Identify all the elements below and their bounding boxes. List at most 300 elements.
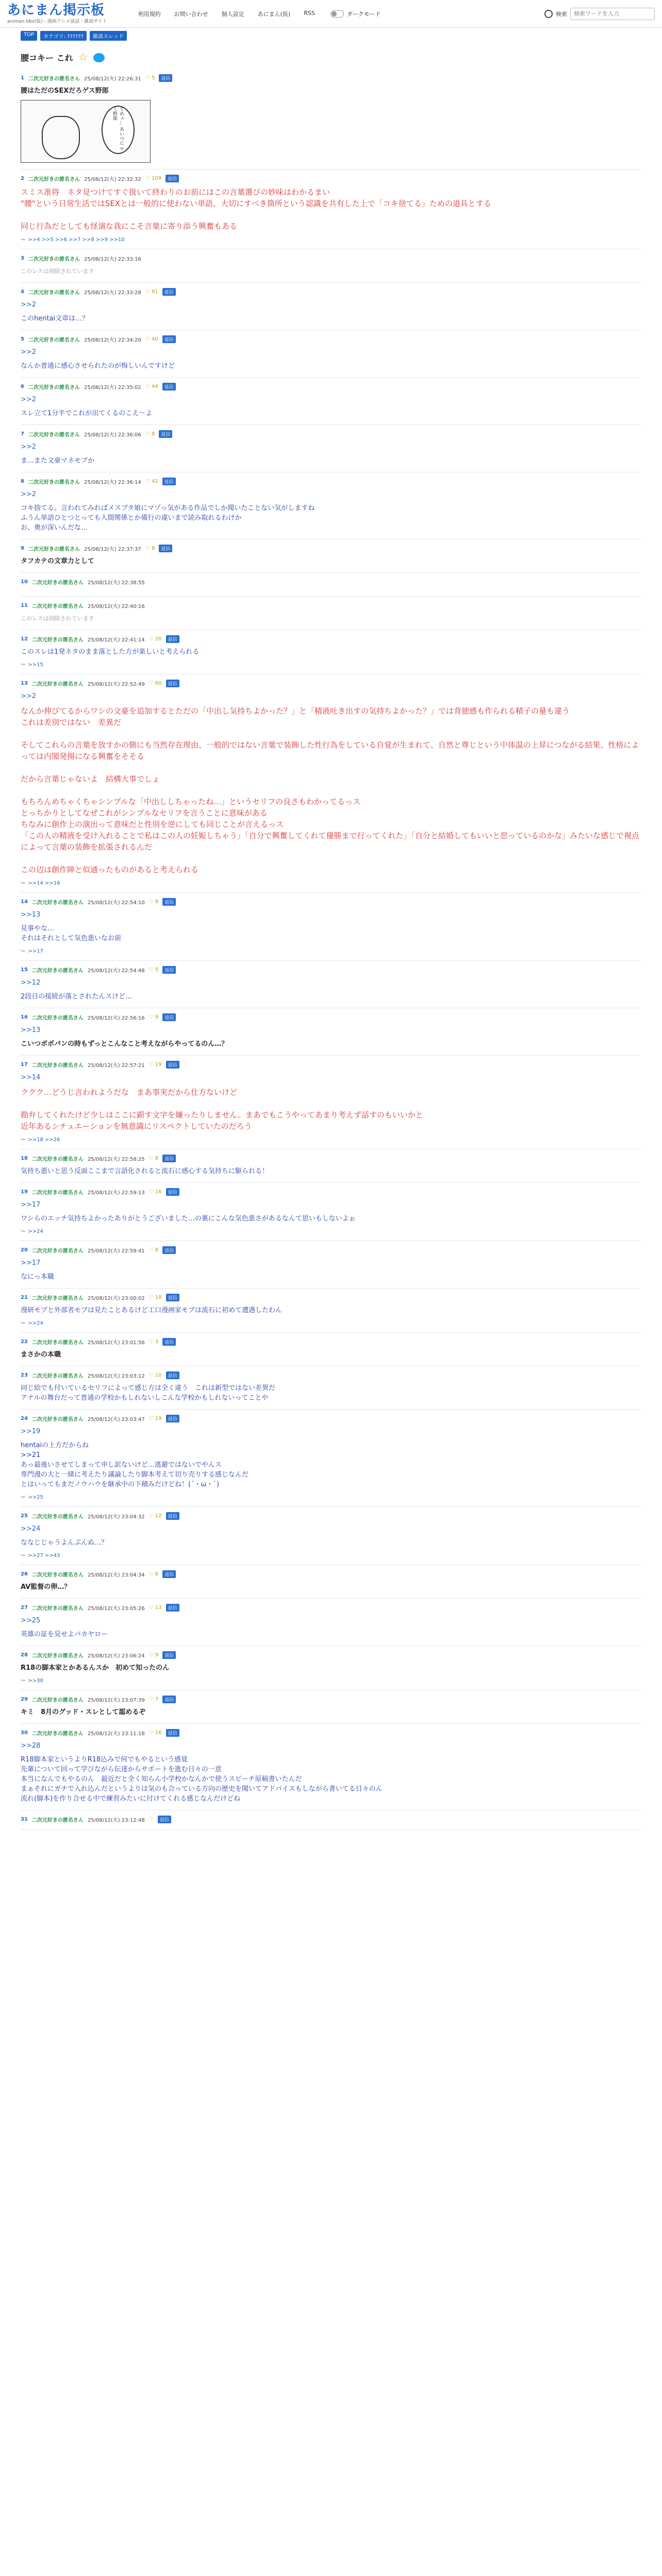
like-count: 19 [155,1416,162,1421]
reply-button[interactable]: 返信 [162,1246,176,1254]
post [21,425,641,472]
post-date: 25/08/12(火) 23:03:47 [87,1417,145,1422]
nav-contact[interactable]: お問い合わせ [174,10,208,18]
post-number[interactable]: 29 [21,1697,28,1702]
reply-arrow-icon: ↪ [21,1137,25,1143]
post-author: 二次元好きの匿名さん [31,1572,84,1578]
post-author: 二次元好きの匿名さん [31,1514,84,1520]
reply-list[interactable]: ↪ >>14 >>16 [21,880,60,886]
post-number[interactable]: 23 [21,1372,28,1378]
like-button[interactable]: ♡ 8 [145,431,155,437]
reply-list[interactable]: ↪ >>27 >>43 [21,1553,60,1558]
post-date: 25/08/12(火) 23:12:48 [87,1818,145,1823]
search-area [544,8,655,20]
like-count: 44 [151,384,158,389]
nav-animan[interactable]: あにまん(仮) [257,10,291,18]
post-number[interactable]: 5 [21,336,24,342]
reply-button[interactable]: 返信 [162,1155,176,1162]
like-count: 8 [151,431,155,437]
reply-button[interactable]: 返信 [158,1816,171,1823]
crumb-thread[interactable]: 雑談スレッド [90,31,127,41]
like-count: 42 [151,479,158,484]
post-date: 25/08/12(火) 23:07:39 [87,1698,145,1703]
like-button[interactable]: ♡ 6 [148,1571,159,1577]
site-header [0,0,662,28]
post [21,539,641,573]
post [21,630,641,674]
post-body: 気持ち悪いと思う反面ここまで言語化されると流石に感心する気持ちに駆られる！ [21,1167,269,1175]
post-body: このスレは1発ネタのまま落とした方が楽しいと考えられる [21,648,200,656]
post-author: 二次元好きの匿名さん [28,76,80,82]
like-count: 61 [151,289,158,295]
crumb-top[interactable]: TOP [21,31,37,41]
post-body: スミス准将 ネタ見つけてすぐ扱いて終わりのお前にはこの言葉選びの妙味はわかるまい "腰"という日常生活ではSEXとは一般的に使わない単語、大切にすべき箇所という認識を共有した上で「コキ捨てる」ための道具とする 同じ行為だとしても怪演な我にこそ言葉に寄り添う興奮もある [21,188,491,231]
reply-anchor[interactable]: >>2 [21,443,37,451]
post-number[interactable]: 10 [21,579,28,585]
post-number[interactable]: 1 [21,75,24,81]
search-input[interactable] [570,8,655,20]
reply-anchor[interactable]: >>12 [21,979,41,987]
post-number[interactable]: 27 [21,1605,28,1611]
post-number[interactable]: 28 [21,1652,28,1658]
manga-image[interactable] [21,100,151,163]
post-date: 25/08/12(火) 22:59:41 [87,1248,145,1254]
manga-bubble: てめェ… あいつに ヤミ野郎 [102,106,135,154]
post [21,472,641,539]
reply-button[interactable]: 返信 [162,898,176,906]
nav-terms[interactable]: 利用規約 [138,10,161,18]
post-author: 二次元好きの匿名さん [28,547,80,552]
like-button[interactable]: ♡ 3 [148,1339,159,1345]
post-body: スレ立て1分半でこれが出てくるのこえ〜よ [21,410,153,417]
post-header [21,478,641,485]
deleted-notice: このレスは削除されています [21,268,94,275]
reply-button[interactable]: 返信 [166,1729,179,1737]
post-body: なんか普通に感心させられたのが悔しいんですけど [21,362,175,370]
top-nav [138,10,315,18]
reply-button[interactable]: 返信 [162,288,176,296]
like-button[interactable]: ♡ 9 [148,1652,159,1658]
like-count: 12 [155,1513,162,1519]
reply-button[interactable]: 返信 [166,1604,179,1612]
post-header [21,430,641,438]
post-body: このhentai文章は…？ [21,315,89,323]
post [21,674,641,893]
post-author: 二次元好きの匿名さん [31,1296,84,1301]
reply-button[interactable]: 返信 [162,335,176,343]
search-label: 検索 [556,10,567,18]
reply-anchor[interactable]: >>24 [21,1525,41,1533]
reply-anchor[interactable]: >>28 [21,1742,41,1750]
manga-face [42,116,80,159]
post-number[interactable]: 4 [21,289,24,295]
post-author: 二次元好きの匿名さん [31,1248,84,1254]
reply-arrow-icon: ↪ [21,948,25,954]
post-number[interactable]: 13 [21,681,28,686]
post-author: 二次元好きの匿名さん [31,1653,84,1659]
post-number[interactable]: 3 [21,256,24,261]
post-number[interactable]: 31 [21,1817,28,1822]
post-author: 二次元好きの匿名さん [31,1417,84,1422]
like-count: 9 [155,1652,159,1658]
post-header [21,255,641,262]
post-author: 二次元好きの匿名さん [28,432,80,438]
post-date: 25/08/12(火) 23:01:56 [87,1340,145,1346]
post [21,1241,641,1289]
like-count: 8 [155,1247,159,1253]
nav-settings[interactable]: 個人設定 [221,10,244,18]
post-date: 25/08/12(火) 23:04:34 [87,1572,145,1578]
post [21,1056,641,1149]
post-header [21,1604,641,1612]
like-count: 60 [155,681,162,686]
post-body: R18の脚本家とかあるんスか 初めて知ったのん [21,1664,170,1672]
reply-button[interactable]: 返信 [166,635,179,643]
post-body: なんか伸びてるからワシの文豪を追加するとただの「中出し気持ちよかった？」と「精液吐き出すの気持ちよかった？」では背徳感も作られる精子の量も違う これは差別ではない 差異だ そしてこれらの言葉を放すかの側にも当然存在理由、一般的ではない言葉で装飾した性行為をしている自覚が生まれて、自然と尊じという中体温の上昇につながる結果、性格によっては内閣発揚になる興奮をそそる だから言葉じゃないよ 結構大事でしょ もちろんめちゃくちゃシンプルな「中出ししちゃったね…」というセリフの良さもわかってるっス とっちかりとしてなぜこれがシンプルなセリフを言うことに意味がある ちなみに創作上の演出って意味だと性別を逆にしても同じことが言えるっス 「この人の精液を受け入れることで私はこの人の妊娠しちゃう」「自分で興奮してくれて優勝まで行ってくれた」「自分と結婚してもいいと思っているのかな」みたいな感じで視点によって言葉の装飾を拡張されるんだ この辺は創作陣と似通ったものがあると考えられる [21,706,640,874]
post-date: 25/08/12(火) 22:41:14 [87,637,145,643]
post-date: 25/08/12(火) 22:54:48 [87,968,145,974]
search-icon[interactable] [544,10,553,18]
post [21,1507,641,1565]
like-button[interactable]: ♡ 60 [148,681,162,686]
like-button[interactable]: ♡ 61 [145,289,158,295]
post-date: 25/08/12(火) 22:32:32 [84,177,141,182]
like-button[interactable]: ♡ 19 [148,1416,162,1421]
post-author: 二次元好きの匿名さん [31,637,84,643]
post-header [21,74,641,82]
like-button[interactable]: ♡ 16 [148,1189,162,1195]
reply-button[interactable]: 返信 [159,74,172,82]
like-count: 20 [155,636,162,642]
post-number[interactable]: 2 [21,176,24,181]
site-title[interactable]: あにまん掲示板 [7,3,105,18]
like-button[interactable]: ♡ 44 [145,384,158,389]
post-author: 二次元好きの匿名さん [31,968,84,974]
post-date: 25/08/12(火) 22:34:20 [84,337,141,343]
post [21,249,641,283]
like-button[interactable]: ♡ 12 [148,1513,162,1519]
post-date: 25/08/12(火) 22:36:14 [84,480,141,485]
post-body: なにっ本職 [21,1273,54,1281]
post-number[interactable]: 16 [21,1014,28,1020]
reply-button[interactable]: 返信 [166,680,179,687]
post-header [21,1651,641,1659]
like-count: 109 [151,176,162,181]
post-number[interactable]: 21 [21,1295,28,1300]
reply-anchor[interactable]: >>17 [21,1259,41,1267]
reply-button[interactable]: 返信 [162,1338,176,1346]
post-date: 25/08/12(火) 22:36:06 [84,432,141,438]
post-date: 25/08/12(火) 23:11:18 [87,1731,145,1737]
post-body: まさかの本職 [21,1351,61,1359]
like-button[interactable]: ♡ 9 [148,1014,159,1020]
post-header [21,898,641,906]
post-number[interactable]: 12 [21,636,28,642]
post-number[interactable]: 19 [21,1189,28,1195]
post-number[interactable]: 18 [21,1156,28,1161]
like-button[interactable]: ♡ 109 [145,176,162,181]
post [21,1366,641,1410]
like-button[interactable]: ♡ 20 [148,636,162,642]
reply-button[interactable]: 返信 [162,1570,176,1578]
nav-rss[interactable]: RSS [304,9,315,16]
like-button[interactable]: ♡ 5 [148,967,159,973]
reply-list[interactable]: ↪ >>4 >>5 >>6 >>7 >>8 >>9 >>10 [21,237,125,243]
reply-anchor[interactable]: >>17 [21,1201,41,1209]
breadcrumb [0,28,662,44]
like-count: 18 [155,1295,162,1300]
post-date: 25/08/12(火) 22:54:10 [87,900,145,906]
site-logo[interactable] [7,3,107,24]
post-number[interactable]: 14 [21,899,28,905]
like-count: 8 [155,1156,159,1161]
toggle-switch[interactable] [330,10,344,18]
post-number[interactable]: 26 [21,1571,28,1577]
reply-anchor[interactable]: >>13 [21,1026,41,1034]
like-button[interactable]: ♡ 42 [145,479,158,484]
crumb-category[interactable]: カテゴリ: ?????? [40,31,87,41]
post-number[interactable]: 24 [21,1416,28,1421]
reply-button[interactable]: 返信 [166,1294,179,1301]
post [21,283,641,330]
post-date: 25/08/12(火) 23:04:32 [87,1514,145,1520]
like-button[interactable]: ♡ 6 [145,546,155,551]
post-author: 二次元好きの匿名さん [31,1374,84,1379]
reply-button[interactable]: 返信 [162,478,176,485]
post [21,597,641,630]
reply-button[interactable]: 返信 [166,1188,179,1196]
post-date: 25/08/12(火) 22:38:55 [87,580,145,586]
post-body: キミ 8月のグッド・スレとして認めるぞ [21,1708,146,1716]
post-body: 漫研モブと外部者モブは見たことあるけど工口漫画家モブは流石に初めて遭遇したわん [21,1307,283,1314]
reply-list[interactable]: ↪ >>24 [21,1320,43,1326]
like-button[interactable]: ♡ 19 [148,1062,162,1067]
reply-list[interactable]: ↪ >>18 >>26 [21,1137,60,1143]
post-number[interactable]: 15 [21,967,28,973]
like-button[interactable]: ♡ 13 [148,1605,162,1611]
post-header [21,1246,641,1254]
reply-button[interactable]: 返信 [166,1415,179,1422]
reply-button[interactable]: 返信 [159,545,172,552]
post-author: 二次元好きの匿名さん [28,177,80,182]
post-date: 25/08/12(火) 23:05:26 [87,1606,145,1612]
post-body: ま…また文豪マネモブか [21,457,95,465]
post [21,378,641,425]
post-body: こいつボボパンの時もずっとこんなこと考えながらやってるのん…？ [21,1040,228,1048]
post-number[interactable]: 30 [21,1730,28,1736]
post-date: 25/08/12(火) 22:57:21 [87,1063,145,1069]
post-date: 25/08/12(火) 23:00:02 [87,1296,145,1301]
reply-anchor[interactable]: >>25 [21,1617,41,1624]
like-button[interactable]: ♡ 8 [148,1247,159,1253]
post-date: 25/08/12(火) 22:35:02 [84,385,141,391]
like-button[interactable]: ♡ 10 [148,1372,162,1378]
post [21,69,641,170]
like-count: 16 [155,1730,162,1736]
post-header [21,635,641,643]
post [21,961,641,1008]
reply-list[interactable]: ↪ >>25 [21,1495,43,1500]
post-number[interactable]: 7 [21,431,24,437]
like-count: 5 [155,967,159,973]
post-header [21,602,641,609]
reply-anchor[interactable]: >>2 [21,490,37,498]
post-header [21,383,641,391]
reply-anchor[interactable]: >>19 [21,1428,41,1435]
post-date: 25/08/12(火) 22:33:28 [84,290,141,296]
post-date: 25/08/12(火) 22:56:16 [87,1015,145,1021]
like-count: 9 [155,1014,159,1020]
reply-list[interactable]: ↪ >>24 [21,1229,43,1234]
post-date: 25/08/12(火) 23:06:24 [87,1653,145,1659]
post-number[interactable]: 22 [21,1339,28,1345]
reply-button[interactable]: 返信 [166,1061,179,1069]
dark-mode-toggle[interactable] [330,10,381,18]
post-header [21,1013,641,1021]
like-count: 8 [155,899,159,905]
post-author: 二次元好きの匿名さん [28,480,80,485]
reply-arrow-icon: ↪ [21,1553,25,1558]
reply-anchor[interactable]: >>2 [21,692,37,700]
star-icon[interactable]: ☆ [78,51,89,64]
reply-button[interactable]: 返信 [166,1512,179,1520]
reply-arrow-icon: ↪ [21,237,25,243]
like-button[interactable]: ♡ 7 [148,1697,159,1702]
post-number[interactable]: 25 [21,1513,28,1519]
like-button[interactable]: ♡ [148,1817,154,1822]
post-header [21,1061,641,1069]
reply-anchor[interactable]: >>2 [21,348,37,356]
post-body: AV監督の卵…？ [21,1583,71,1591]
reply-arrow-icon: ↪ [21,662,25,668]
post-number[interactable]: 17 [21,1062,28,1067]
post-body: hentaiの上方だからね >>21 あっ最後いさせてしまって申し訳ないけど…逃避ではないでやんス 専門漫の大と一緒に考えたり議論したり脚本考えて切り売りする感じなんだ とはいってもまだノウハウを継承中の下積みだけどね！(´・ω・`) [21,1442,249,1488]
post-body: ククク…どうじ言われようだな まあ事実だから仕方ないけど 勘弁してくれたけど少しはここに顕す文字を嫌ったりしません。まあでもこうやってあまり考えず話すのもいいかと 近年あるシチュエーションを無意識にリスペクトしていたのだろう [21,1088,423,1131]
like-count: 13 [155,1605,162,1611]
like-count: 3 [155,1339,159,1345]
post [21,1810,641,1830]
post-header [21,1512,641,1520]
reply-button[interactable]: 返信 [162,1013,176,1021]
post-body: 英雄の証を見せよバカヤロー [21,1631,108,1638]
like-count: 16 [155,1189,162,1195]
like-count: 7 [155,1697,159,1702]
post [21,1149,641,1183]
post [21,573,641,597]
post-author: 二次元好きの匿名さん [31,1698,84,1703]
reply-list[interactable]: ↪ >>30 [21,1678,43,1684]
post [21,1183,641,1241]
post-header [21,335,641,343]
reply-anchor[interactable]: >>14 [21,1074,41,1081]
post-header [21,1729,641,1737]
reply-button[interactable]: 返信 [166,175,179,182]
post [21,1410,641,1507]
reply-button[interactable]: 返信 [162,1696,176,1703]
post-header [21,578,641,586]
post-author: 二次元好きの匿名さん [31,1818,84,1823]
reply-list[interactable]: ↪ >>17 [21,948,43,954]
post-author: 二次元好きの匿名さん [31,1606,84,1612]
post-body: 腰はただのSEXだろゲス野郎 [21,87,109,95]
post [21,170,641,249]
like-count: 6 [155,1571,159,1577]
post [21,1690,641,1724]
reply-arrow-icon: ↪ [21,1229,25,1234]
reply-button[interactable]: 返信 [166,1371,179,1379]
post-list [21,69,641,1830]
reply-arrow-icon: ↪ [21,1495,25,1500]
like-button[interactable]: ♡ 8 [148,899,159,905]
like-count: 6 [151,546,155,551]
post-header [21,1570,641,1578]
reply-button[interactable]: 返信 [162,383,176,391]
post-author: 二次元好きの匿名さん [28,337,80,343]
post-author: 二次元好きの匿名さん [31,1190,84,1196]
site-subtitle: animan bbs(仮) - 漫画アニメ談話・雑談サイト [7,19,107,24]
reply-list[interactable]: ↪ >>15 [21,662,43,668]
reply-anchor[interactable]: >>2 [21,301,37,309]
post-author: 二次元好きの匿名さん [31,1340,84,1346]
post [21,1333,641,1366]
post-author: 二次元好きの匿名さん [31,580,84,586]
like-button[interactable]: ♡ 18 [148,1295,162,1300]
post-header [21,1155,641,1162]
post-number[interactable]: 9 [21,546,24,551]
reply-arrow-icon: ↪ [21,1320,25,1326]
post-header [21,288,641,296]
post-number[interactable]: 6 [21,384,24,389]
post-author: 二次元好きの匿名さん [31,1157,84,1162]
reply-button[interactable]: 返信 [159,430,172,438]
post-date: 25/08/12(火) 22:37:37 [84,547,141,552]
like-button[interactable]: ♡ 16 [148,1730,162,1736]
like-button[interactable]: ♡ 8 [148,1156,159,1161]
post-author: 二次元好きの匿名さん [31,1063,84,1069]
reply-button[interactable]: 返信 [162,966,176,974]
like-button[interactable]: ♡ 40 [145,336,158,342]
reply-button[interactable]: 返信 [162,1651,176,1659]
like-button[interactable]: ♡ 5 [145,75,155,81]
reply-anchor[interactable]: >>2 [21,396,37,403]
post-header [21,1816,641,1823]
post-number[interactable]: 8 [21,479,24,484]
post-author: 二次元好きの匿名さん [31,1731,84,1737]
post-header [21,1415,641,1422]
post-body: ワシらのエッチ気持ちよかったありがとうございました…の裏にこんな気色悪さがあるなんて思いもしないよぉ [21,1215,356,1223]
post [21,1599,641,1646]
post-header [21,545,641,552]
post-body: 2段目の接続が落とされたんスけど… [21,993,133,1001]
post-number[interactable]: 11 [21,603,28,608]
post-author: 二次元好きの匿名さん [31,604,84,609]
post-author: 二次元好きの匿名さん [31,1015,84,1021]
post-number[interactable]: 20 [21,1247,28,1253]
post [21,1724,641,1810]
thread-header [21,51,641,64]
post-body: 見事やな… それはそれとして気色悪いなお前 [21,925,122,942]
post-date: 25/08/12(火) 23:03:12 [87,1374,145,1379]
post-header [21,1371,641,1379]
twitter-icon[interactable] [93,53,105,62]
page-title: 腰コキー これ [21,53,73,63]
reply-anchor[interactable]: >>13 [21,911,41,919]
post-date: 25/08/12(火) 22:26:31 [84,76,141,82]
post-date: 25/08/12(火) 22:52:49 [87,682,145,687]
post-body: コキ捨てる。言われてみればメスブタ娘にマゾっ気がある作品でしか聞いたことない気がしますね ふうん単語ひとつとっても人間関係とか備行の違いまで読み取れるわけか お、奥が深いんだな… [21,504,315,532]
post-body: タフカテの文章力として [21,557,94,565]
post-body: 同じ絵でも付いているセリフによって感じ方は全く違う これは新型ではない差異だ アナルの舞台だって普通の学校かもしれないしこんな学校かもしれないってことや [21,1384,276,1402]
